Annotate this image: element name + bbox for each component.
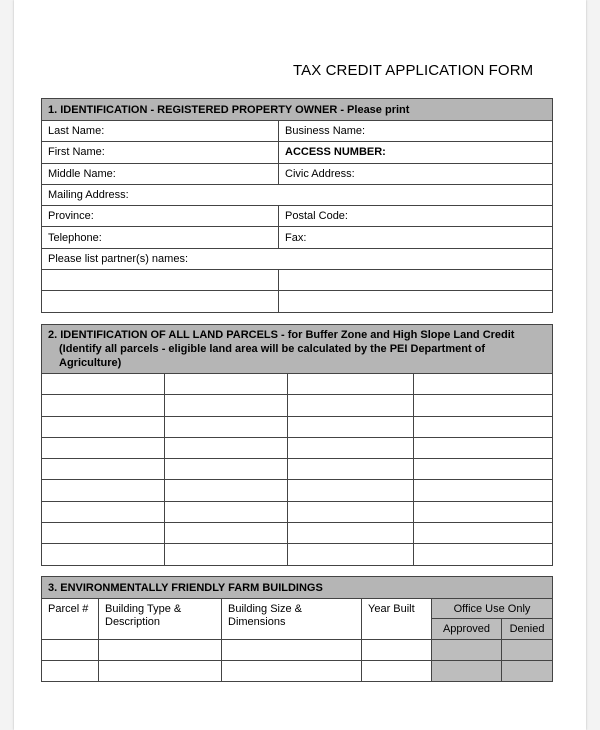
year-built-header: Year Built xyxy=(362,599,432,640)
section2-table xyxy=(41,324,553,566)
parcel-cell[interactable] xyxy=(414,437,553,458)
parcel-cell[interactable] xyxy=(42,480,165,501)
denied-cell xyxy=(502,661,553,682)
building-cell[interactable] xyxy=(42,640,99,661)
parcel-cell[interactable] xyxy=(414,374,553,395)
parcel-cell[interactable] xyxy=(288,523,414,544)
parcel-cell[interactable] xyxy=(414,416,553,437)
parcel-cell[interactable] xyxy=(288,501,414,522)
building-cell[interactable] xyxy=(362,640,432,661)
parcel-cell[interactable] xyxy=(165,374,288,395)
parcel-cell[interactable] xyxy=(42,459,165,480)
parcel-cell[interactable] xyxy=(165,395,288,416)
denied-cell xyxy=(502,640,553,661)
section2-header-line2: (Identify all parcels - eligible land area will be calculated by the PEI Department of Agriculture) xyxy=(59,343,486,369)
section1-header: 1. IDENTIFICATION - REGISTERED PROPERTY OWNER - Please print xyxy=(42,99,553,121)
parcel-cell[interactable] xyxy=(414,459,553,480)
parcel-cell[interactable] xyxy=(414,480,553,501)
section2-header xyxy=(42,325,553,374)
building-size-header: Building Size & Dimensions xyxy=(222,599,362,640)
parcel-cell[interactable] xyxy=(288,544,414,565)
parcel-cell[interactable] xyxy=(414,501,553,522)
parcel-cell[interactable] xyxy=(288,416,414,437)
section3-table xyxy=(41,576,553,682)
civic-address-field[interactable]: Civic Address: xyxy=(279,163,553,184)
parcel-cell[interactable] xyxy=(165,544,288,565)
parcel-cell[interactable] xyxy=(414,544,553,565)
parcel-cell[interactable] xyxy=(288,459,414,480)
parcel-cell[interactable] xyxy=(165,523,288,544)
approved-cell xyxy=(432,640,502,661)
parcel-cell[interactable] xyxy=(42,374,165,395)
parcel-cell[interactable] xyxy=(42,437,165,458)
parcel-cell[interactable] xyxy=(288,437,414,458)
parcel-cell[interactable] xyxy=(414,523,553,544)
denied-header: Denied xyxy=(502,619,553,640)
approved-cell xyxy=(432,661,502,682)
building-type-header: Building Type & Description xyxy=(99,599,222,640)
parcel-cell[interactable] xyxy=(165,437,288,458)
parcel-cell[interactable] xyxy=(165,501,288,522)
building-cell[interactable] xyxy=(42,661,99,682)
building-cell[interactable] xyxy=(222,661,362,682)
parcel-number-header: Parcel # xyxy=(42,599,99,640)
parcel-cell[interactable] xyxy=(42,395,165,416)
section1-table xyxy=(41,98,553,313)
approved-header: Approved xyxy=(432,619,502,640)
building-cell[interactable] xyxy=(362,661,432,682)
parcel-cell[interactable] xyxy=(288,480,414,501)
last-name-field[interactable]: Last Name: xyxy=(42,121,279,142)
form-title: TAX CREDIT APPLICATION FORM xyxy=(293,62,534,79)
mailing-address-field[interactable]: Mailing Address: xyxy=(42,184,553,205)
postal-code-field[interactable]: Postal Code: xyxy=(279,206,553,227)
fax-field[interactable]: Fax: xyxy=(279,227,553,248)
partner-name-field[interactable] xyxy=(42,291,279,312)
building-cell[interactable] xyxy=(99,640,222,661)
parcel-cell[interactable] xyxy=(165,459,288,480)
parcel-cell[interactable] xyxy=(288,374,414,395)
parcel-cell[interactable] xyxy=(42,523,165,544)
parcel-cell[interactable] xyxy=(165,480,288,501)
access-number-field[interactable]: ACCESS NUMBER: xyxy=(279,142,553,163)
section3-header: 3. ENVIRONMENTALLY FRIENDLY FARM BUILDINGS xyxy=(42,577,553,599)
partner-name-field[interactable] xyxy=(279,291,553,312)
telephone-field[interactable]: Telephone: xyxy=(42,227,279,248)
business-name-field[interactable]: Business Name: xyxy=(279,121,553,142)
middle-name-field[interactable]: Middle Name: xyxy=(42,163,279,184)
building-cell[interactable] xyxy=(222,640,362,661)
province-field[interactable]: Province: xyxy=(42,206,279,227)
first-name-field[interactable]: First Name: xyxy=(42,142,279,163)
parcel-cell[interactable] xyxy=(42,416,165,437)
parcel-cell[interactable] xyxy=(165,416,288,437)
parcel-cell[interactable] xyxy=(288,395,414,416)
building-cell[interactable] xyxy=(99,661,222,682)
parcel-cell[interactable] xyxy=(42,544,165,565)
office-use-header: Office Use Only xyxy=(432,599,553,619)
parcel-cell[interactable] xyxy=(42,501,165,522)
section2-header-line1: 2. IDENTIFICATION OF ALL LAND PARCELS - for Buffer Zone and High Slope Land Credit xyxy=(48,329,515,341)
partner-name-field[interactable] xyxy=(42,270,279,291)
parcel-cell[interactable] xyxy=(414,395,553,416)
partner-name-field[interactable] xyxy=(279,270,553,291)
partners-label: Please list partner(s) names: xyxy=(42,248,553,269)
